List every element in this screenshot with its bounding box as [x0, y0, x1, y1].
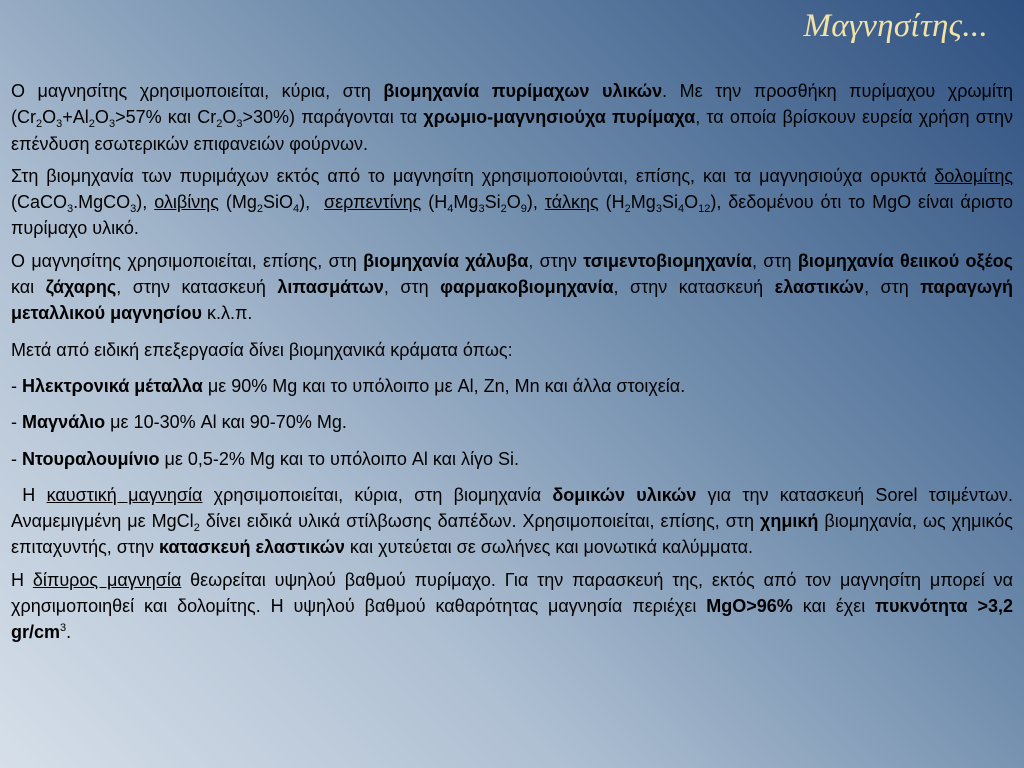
- text: , στη: [864, 277, 921, 298]
- bold-text: λιπασμάτων: [277, 277, 384, 298]
- bold-text: κατασκευή ελαστικών: [159, 537, 345, 558]
- text: O: [684, 192, 699, 213]
- text: , στη: [383, 277, 441, 298]
- text: Si: [484, 192, 501, 213]
- text: βιομηχανία, ως χημικός επιταχυντής, στην: [11, 511, 1013, 558]
- text: ), δεδομένου ότι το MgO είναι άριστο πυρίμαχο υλικό.: [11, 192, 1014, 239]
- subscript: 3: [478, 203, 485, 216]
- bold-text: δομικών υλικών: [552, 484, 697, 505]
- text: και χυτεύεται σε σωλήνες και μονωτικά καλύμματα.: [344, 537, 753, 558]
- subscript: 4: [677, 203, 685, 216]
- list-item-duralumin: [11, 446, 1013, 472]
- bold-text: φαρμακοβιομηχανία: [440, 277, 614, 298]
- text: O: [94, 107, 109, 128]
- bold-text: βιομηχανία χάλυβα: [363, 250, 529, 271]
- text: με 10-30% Al και 90-70% Mg.: [105, 412, 347, 433]
- text: δίνει ειδικά υλικά στίλβωσης δαπέδων. Χρησιμοποιείται, επίσης, στη: [199, 511, 760, 532]
- subscript: 4: [447, 203, 454, 216]
- subscript: 4: [293, 203, 300, 216]
- subscript: 9: [520, 203, 527, 216]
- list-item-magnalium: [11, 409, 1013, 435]
- bold-text: Ηλεκτρονικά μέταλλα: [22, 375, 203, 396]
- text: (H: [421, 192, 448, 213]
- text: , στην: [528, 250, 584, 271]
- text: κ.λ.π.: [201, 303, 253, 324]
- bold-text: τσιμεντοβιομηχανία: [583, 250, 752, 271]
- text: χρησιμοποιείται, κύρια, στη βιομηχανία: [202, 484, 553, 505]
- paragraph-other-uses: [11, 248, 1013, 327]
- bold-text: Ντουραλουμίνιο: [22, 448, 160, 469]
- text: Ο μαγνησίτης χρησιμοποιείται, επίσης, στη: [11, 250, 364, 271]
- text: SiO: [263, 192, 294, 213]
- text: θεωρείται υψηλού βαθμού πυρίμαχο. Για την παρασκευή της, εκτός από τον μαγνησίτη μπορεί να χρησιμοποιηθεί και δολομίτης. Η υψηλού βαθμού καθαρότητας μαγνησία περιέχει: [11, 569, 1014, 617]
- text: O: [42, 107, 57, 128]
- text: ),: [299, 192, 324, 213]
- underlined-term: ολιβίνης: [154, 192, 219, 213]
- bold-text: πυκνότητα >3,2 gr/cm: [11, 596, 1013, 643]
- subscript: 3: [67, 203, 74, 216]
- underlined-term: καυστική μαγνησία: [46, 484, 203, 505]
- text: Η: [11, 484, 47, 505]
- text: (H: [598, 192, 625, 213]
- subscript: 2: [256, 203, 263, 216]
- bold-text: ζάχαρης: [45, 277, 117, 298]
- text: Mg: [453, 192, 479, 213]
- paragraph-dead-burned-magnesia: [11, 567, 1013, 646]
- subscript: 2: [193, 522, 200, 535]
- text: Η: [11, 569, 33, 590]
- subscript: 3: [56, 118, 63, 131]
- text: , στην κατασκευή: [116, 277, 278, 298]
- text: >30%) παράγονται τα: [242, 107, 424, 128]
- list-item-electron-metals: [11, 373, 1013, 399]
- underlined-term: δίπυρος μαγνησία: [32, 569, 182, 590]
- text: Ο μαγνησίτης χρησιμοποιείται, κύρια, στη: [11, 81, 384, 101]
- text: +Al: [62, 107, 89, 128]
- bold-text: MgO>96%: [706, 596, 793, 617]
- text: ),: [526, 192, 545, 213]
- text: . Με την προσθήκη πυρίμαχου χρωμίτη (Cr: [11, 81, 1013, 128]
- dash: -: [11, 448, 22, 469]
- text: με 90% Mg και το υπόλοιπο με Al, Zn, Mn και άλλα στοιχεία.: [202, 375, 686, 396]
- text: , στη: [751, 250, 798, 271]
- text: Mg: [630, 192, 656, 213]
- text: O: [506, 192, 521, 213]
- text: Μετά από ειδική επεξεργασία δίνει βιομηχανικά κράματα όπως:: [11, 339, 513, 360]
- subscript: 2: [624, 203, 631, 216]
- text: Si: [661, 192, 678, 213]
- text: >57% και Cr: [115, 107, 217, 128]
- bold-text: Μαγνάλιο: [22, 412, 106, 433]
- slide-body: [11, 78, 1013, 646]
- subscript: 2: [88, 118, 95, 131]
- bold-text: βιομηχανία πυρίμαχων υλικών: [383, 81, 663, 101]
- paragraph-alloys-intro: [11, 337, 1013, 363]
- text: Στη βιομηχανία των πυριμάχων εκτός από το μαγνησίτη χρησιμοποιούνται, επίσης, και τα μαγνησιούχα ορυκτά: [11, 165, 935, 186]
- text: .: [66, 622, 72, 643]
- dash: -: [11, 375, 22, 396]
- subscript: 2: [500, 203, 507, 216]
- underlined-term: δολομίτης: [934, 165, 1013, 186]
- dash: -: [11, 412, 22, 433]
- slide-title: Μαγνησίτης...: [803, 8, 988, 44]
- text: ),: [136, 192, 155, 213]
- subscript: 3: [130, 203, 137, 216]
- subscript: 3: [236, 118, 243, 131]
- text: και έχει: [792, 596, 876, 617]
- paragraph-magnesite-refractories: [11, 78, 1013, 157]
- text: .MgCO: [73, 192, 131, 213]
- text: με 0,5-2% Mg και το υπόλοιπο Al και λίγο Si.: [159, 448, 520, 469]
- subscript: 12: [698, 203, 711, 216]
- subscript: 3: [655, 203, 662, 216]
- subscript: 2: [216, 118, 223, 131]
- subscript: 3: [108, 118, 116, 131]
- bold-text: βιομηχανία θειικού οξέος: [797, 250, 1013, 271]
- paragraph-magnesium-minerals: [11, 163, 1013, 242]
- text: , στην κατασκευή: [613, 277, 775, 298]
- subscript: 2: [36, 118, 43, 131]
- bold-text: ελαστικών: [774, 277, 865, 298]
- paragraph-caustic-magnesia: [11, 482, 1013, 561]
- underlined-term: τάλκης: [544, 192, 599, 213]
- text: και: [11, 277, 46, 298]
- text: για την κατασκευή Sorel τσιμέντων. Αναμεμιγμένη με MgCl: [11, 484, 1013, 532]
- text: (CaCO: [11, 192, 68, 213]
- superscript: 3: [60, 622, 67, 635]
- bold-text: χρωμιο-μαγνησιούχα πυρίμαχα: [423, 107, 696, 128]
- text: (Mg: [218, 192, 257, 213]
- text: , τα οποία βρίσκουν ευρεία χρήση στην επένδυση εσωτερικών επιφανειών φούρνων.: [11, 107, 1013, 154]
- bold-text: παραγωγή μεταλλικού μαγνησίου: [11, 277, 1014, 324]
- bold-text: χημική: [760, 511, 819, 532]
- text: O: [222, 107, 237, 128]
- underlined-term: σερπεντίνης: [324, 192, 422, 213]
